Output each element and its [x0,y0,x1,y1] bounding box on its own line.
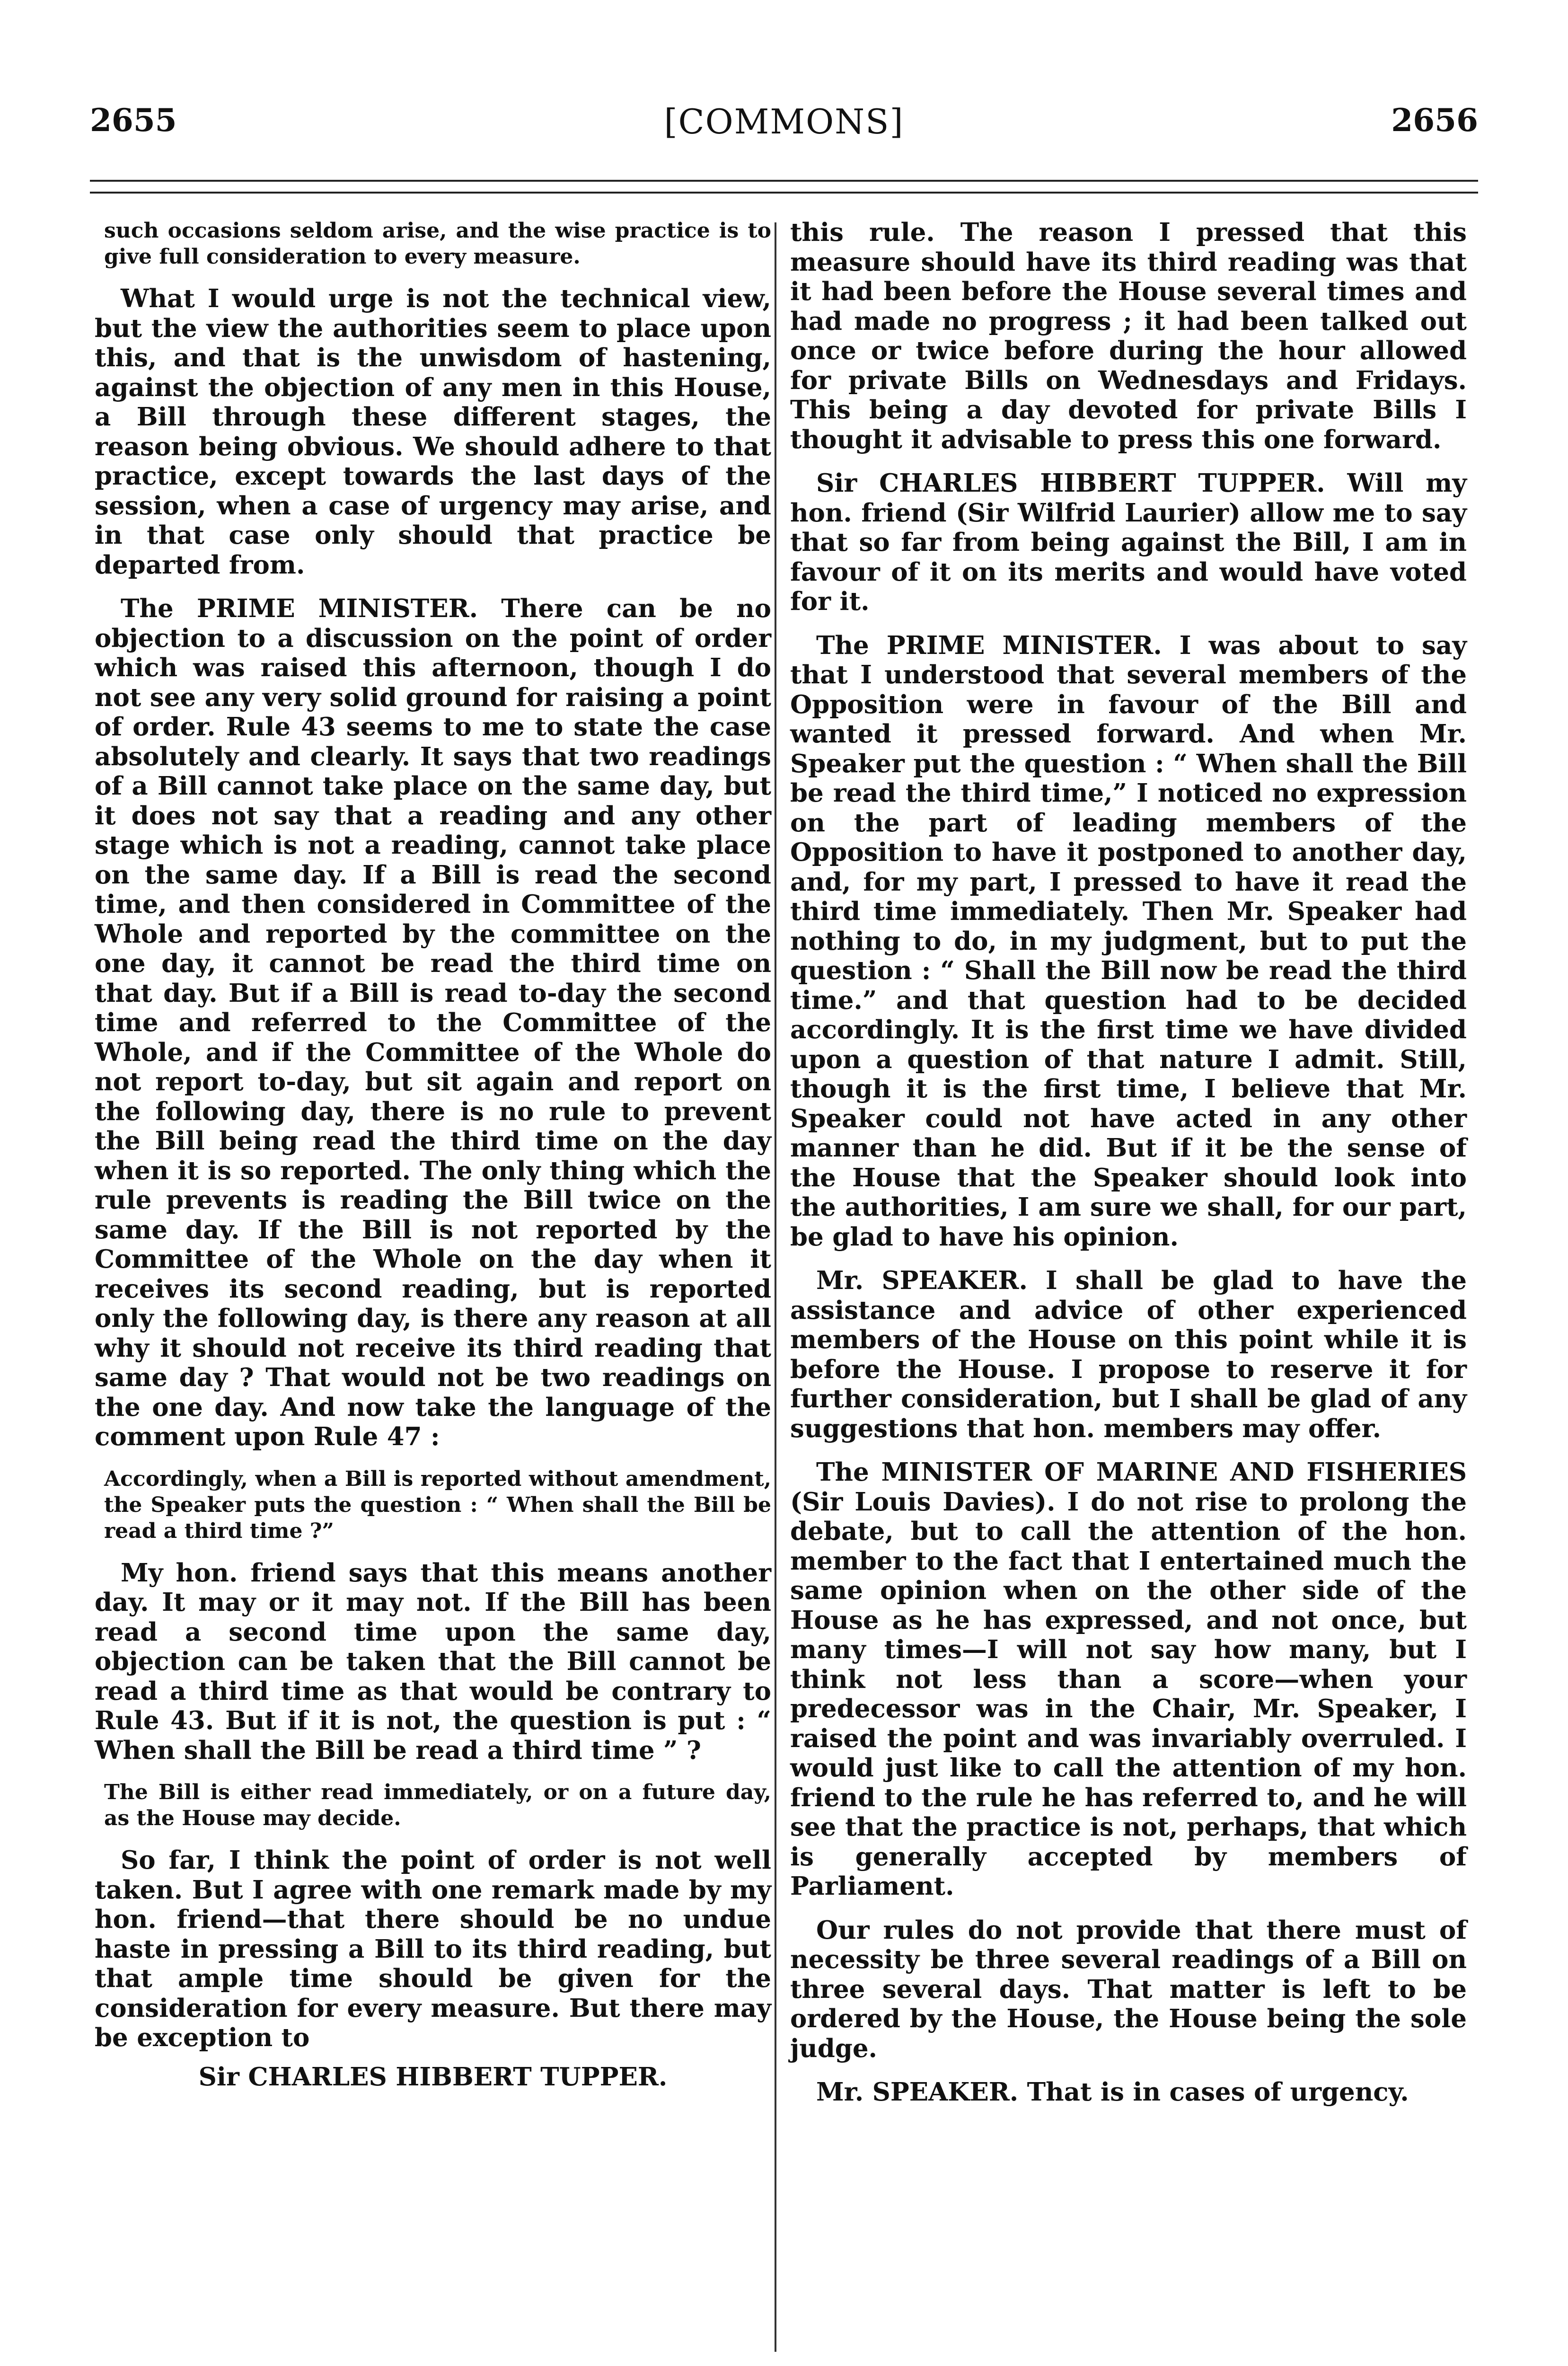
running-head: [COMMONS] [664,102,904,141]
right-paragraph-1: this rule. The reason I pressed that this measure should have its third reading was that it had been before the House several times and had made no progress ; it had been talked out once or twice before during the hour allowed for private Bills on Wednesdays and Fridays. This being a day devoted for private Bills I thought it advisable to press this one forward. [790,218,1467,454]
page-header [90,102,1478,154]
left-paragraph-1: What I would urge is not the technical view, but the view the authorities seem to place upon this, and that is the unwisdom of hastening, against the objection of any men in this House, a Bill through these different stages, the reason being obvious. We should adhere to that practice, except towards the last days of the session, when a case of urgency may arise, and in that case only should that practice be departed from. [95,284,771,580]
right-paragraph-7: Mr. SPEAKER. That is in cases of urgency. [816,2077,1409,2107]
column-divider [775,222,776,2352]
left-paragraph-2: The PRIME MINISTER. There can be no objection to a discussion on the point of order which was raised this afternoon, though I do not see any very solid ground for raising a point of order. Rule 43 seems to me to state the case absolutely and clearly. It says that two readings of a Bill cannot take place on the same day, but it does not say that a reading and any other stage which is not a reading, cannot take place on the same day. If a Bill is read the second time, and then considered in Committee of the Whole and reported by the committee on the one day, it cannot be read the third time on that day. But if a Bill is read to-day the second time and referred to the Committee of the Whole, and if the Committee of the Whole do not report to-day, but sit again and report on the following day, there is no rule to prevent the Bill being read the third time on the day when it is so reported. The only thing which the rule prevents is reading the Bill twice on the same day. If the Bill is not reported by the Committee of the Whole on the day when it receives its second reading, but is reported only the following day, is there any reason at all why it should not receive its third reading that same day ? That would not be two readings on the one day. And now take the language of the comment upon Rule 47 : [95,594,771,1451]
page-number-left: 2655 [90,102,177,139]
right-paragraph-4: Mr. SPEAKER. I shall be glad to have the assistance and advice of other experienced members of the House on this point while it is before the House. I propose to reserve it for further consideration, but I shall be glad of any suggestions that hon. members may offer. [790,1266,1467,1443]
right-paragraph-5: The MINISTER OF MARINE AND FISHERIES (Sir Louis Davies). I do not rise to prolong the debate, but to call the attention of the hon. member to the fact that I entertained much the same opinion when on the other side of the House as he has expressed, and not once, but many times—I will not say how many, but I think not less than a score—when your predecessor was in the Chair, Mr. Speaker, I raised the point and was invariably overruled. I would just like to call the attention of my hon. friend to the rule he has referred to, and he will see that the practice is not, perhaps, that which is generally accepted by members of Parliament. [790,1457,1467,1901]
left-quote-1: such occasions seldom arise, and the wise practice is to give full consideration to every measure. [104,219,771,269]
header-rule-top [90,180,1478,182]
right-paragraph-6: Our rules do not provide that there must of necessity be three several readings of a Bill on three several days. That matter is left to be ordered by the House, the House being the sole judge. [790,1915,1467,2063]
left-paragraph-3: My hon. friend says that this means another day. It may or it may not. If the Bill has been read a second time upon the same day, objection can be taken that the Bill cannot be read a third time as that would be contrary to Rule 43. But if it is not, the question is put : “ When shall the Bill be read a third time ” ? [95,1558,771,1765]
right-paragraph-3: The PRIME MINISTER. I was about to say that I understood that several members of the Opposition were in favour of the Bill and wanted it pressed forward. And when Mr. Speaker put the question : “ When shall the Bill be read the third time,” I noticed no expression on the part of leading members of the Opposition to have it postponed to another day, and, for my part, I pressed to have it read the third time immediately. Then Mr. Speaker had nothing to do, in my judgment, but to put the question : “ Shall the Bill now be read the third time.” and that question had to be decided accordingly. It is the first time we have divided upon a question of that nature I admit. Still, though it is the first time, I believe that Mr. Speaker could not have acted in any other manner than he did. But if it be the sense of the House that the Speaker should look into the authorities, I am sure we shall, for our part, be glad to have his opinion. [790,630,1467,1252]
header-rule-bottom [90,192,1478,194]
left-quote-3: The Bill is either read immediately, or on a future day, as the House may decide. [104,1780,771,1830]
right-column [790,218,1467,2121]
page-number-right: 2656 [1391,102,1478,139]
left-column [95,218,771,2106]
right-paragraph-2: Sir CHARLES HIBBERT TUPPER. Will my hon. friend (Sir Wilfrid Laurier) allow me to say that so far from being against the Bill, I am in favour of it on its merits and would have voted for it. [790,468,1467,616]
left-paragraph-4: So far, I think the point of order is not well taken. But I agree with one remark made by my hon. friend—that there should be no undue haste in pressing a Bill to its third reading, but that ample time should be given for the consideration for every measure. But there may be exception to [95,1845,771,2052]
left-quote-2: Accordingly, when a Bill is reported without amendment, the Speaker puts the question : “ When shall the Bill be read a third time ?” [104,1466,771,1543]
left-running-signature: Sir CHARLES HIBBERT TUPPER. [198,2062,668,2092]
